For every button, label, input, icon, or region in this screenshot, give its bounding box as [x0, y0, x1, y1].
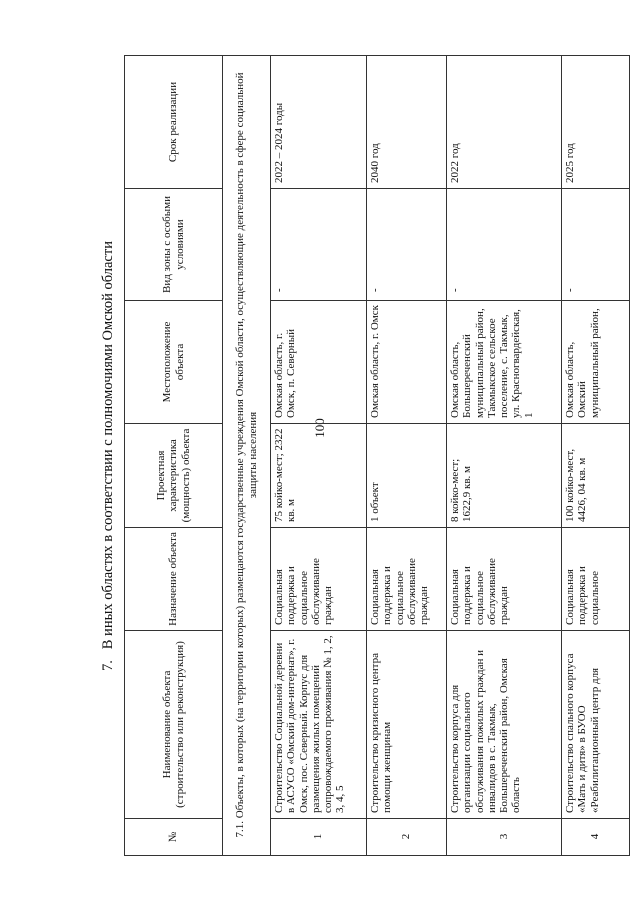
- header-term: Срок реализации: [125, 56, 223, 189]
- row-zone: -: [367, 189, 447, 301]
- row-zone: -: [271, 189, 367, 301]
- row-characteristics: 8 койко-мест; 1622,9 кв. м: [447, 424, 562, 528]
- row-term: 2025 год: [562, 56, 630, 189]
- table-header-row: [125, 56, 223, 856]
- header-name: Наименование объекта (строительство или реконструкция): [125, 631, 223, 819]
- row-purpose: Социальная поддержка и социальное обслуживание граждан: [271, 528, 367, 631]
- row-purpose: Социальная поддержка и социальное обслуживание граждан: [367, 528, 447, 631]
- row-name: Строительство спального корпуса «Мать и дитя» в БУОО «Реабилитационный центр для: [562, 631, 630, 819]
- subsection-row: [223, 56, 271, 856]
- row-location: Омская область, г. Омск, п. Северный: [271, 301, 367, 424]
- row-purpose: Социальная поддержка и социальное обслуживание граждан: [447, 528, 562, 631]
- row-num: 3: [447, 819, 562, 856]
- row-num: 4: [562, 819, 630, 856]
- objects-table: [124, 55, 630, 856]
- header-purpose: Назначение объекта: [125, 528, 223, 631]
- table-row: [367, 56, 447, 856]
- row-name: Строительство кризисного центра помощи женщинам: [367, 631, 447, 819]
- page-number: 100: [312, 418, 327, 438]
- row-name: Строительство корпуса для организации социального обслуживания пожилых граждан и инвалидов в с. Такмык, Большереченский район, Омская область: [447, 631, 562, 819]
- row-zone: -: [447, 189, 562, 301]
- row-purpose: Социальная поддержка и социальное: [562, 528, 630, 631]
- subsection-title: 7.1. Объекты, в которых (на территории которых) размещаются государственные учреждения Омской области, осуществляющие деятельность в сфере социальной защиты населения: [223, 56, 271, 856]
- row-location: Омская область, Большереченский муниципальный район, Такмыкское сельское поселение, с. Такмык, ул. Красногвардейская, 1: [447, 301, 562, 424]
- header-characteristics: Проектная характеристика (мощность) объекта: [125, 424, 223, 528]
- table-row: [562, 56, 630, 856]
- row-zone: -: [562, 189, 630, 301]
- row-term: 2040 год: [367, 56, 447, 189]
- row-location: Омская область, г. Омск: [367, 301, 447, 424]
- section-heading: 7. В иных областях в соответствии с полномочиями Омской области: [100, 241, 116, 671]
- header-num: №: [125, 819, 223, 856]
- row-characteristics: 75 койко-мест; 2322 кв. м: [271, 424, 367, 528]
- row-location: Омская область, Омский муниципальный район,: [562, 301, 630, 424]
- table-row: [447, 56, 562, 856]
- row-term: 2022 год: [447, 56, 562, 189]
- header-zone: Вид зоны с особыми условиями: [125, 189, 223, 301]
- row-characteristics: 1 объект: [367, 424, 447, 528]
- row-num: 1: [271, 819, 367, 856]
- row-num: 2: [367, 819, 447, 856]
- rotated-page-content: [100, 56, 640, 856]
- table-row: [271, 56, 367, 856]
- row-characteristics: 100 койко-мест, 4426, 04 кв. м: [562, 424, 630, 528]
- row-term: 2022 – 2024 годы: [271, 56, 367, 189]
- header-location: Местоположение объекта: [125, 301, 223, 424]
- row-name: Строительство Социальной деревни в АСУСО «Омский дом-интернат», г. Омск, пос. Северный. Корпус для размещения жилых помещений сопровождаемого проживания № 1, 2, 3, 4, 5: [271, 631, 367, 819]
